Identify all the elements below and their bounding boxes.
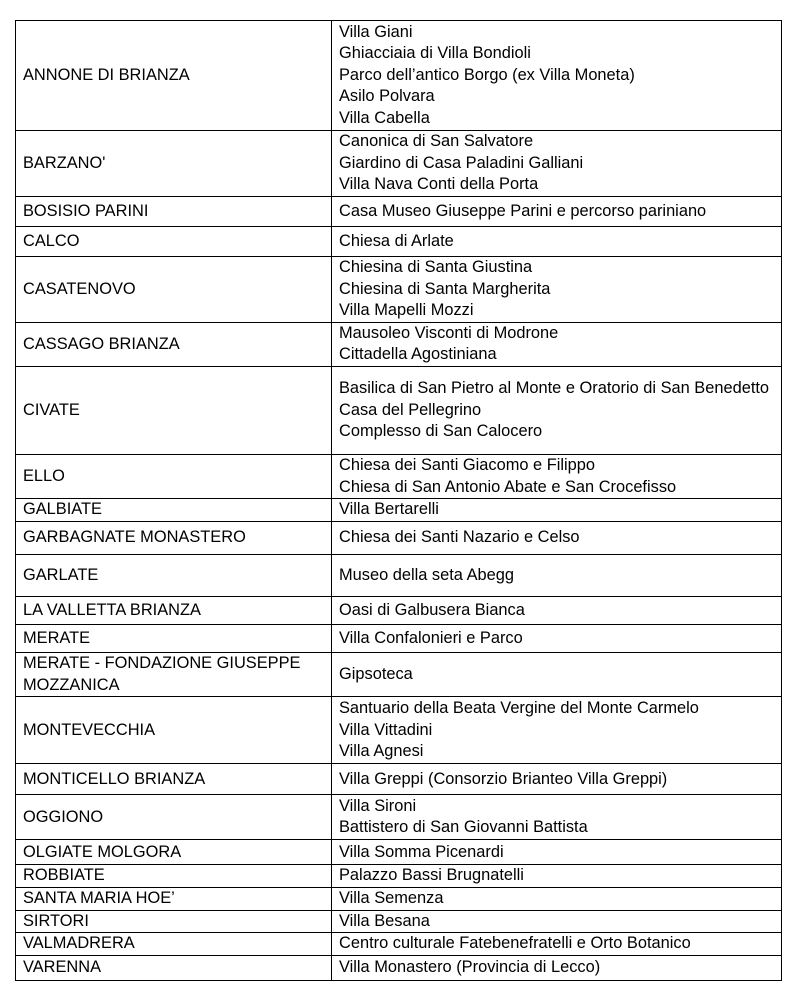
sites-table — [15, 20, 782, 981]
town-name: OGGIONO — [23, 807, 104, 826]
place-name: Santuario della Beata Vergine del Monte Carmelo — [339, 698, 699, 717]
place-name: Mausoleo Visconti di Modrone — [339, 323, 559, 342]
table-row — [16, 955, 782, 980]
places-cell — [332, 795, 782, 840]
table-row — [16, 653, 782, 697]
place-name: Villa Sironi — [339, 796, 417, 815]
places-cell — [332, 764, 782, 795]
town-cell — [16, 522, 332, 555]
places-cell — [332, 840, 782, 865]
places-cell — [332, 522, 782, 555]
table-row — [16, 227, 782, 257]
place-name: Ghiacciaia di Villa Bondioli — [339, 44, 531, 63]
places-cell — [332, 227, 782, 257]
sites-table-body — [16, 21, 782, 981]
town-name: LA VALLETTA BRIANZA — [23, 600, 201, 619]
town-name: OLGIATE MOLGORA — [23, 842, 182, 861]
town-cell — [16, 795, 332, 840]
town-cell — [16, 653, 332, 697]
town-cell — [16, 887, 332, 910]
places-cell — [332, 865, 782, 888]
places-cell — [332, 366, 782, 454]
town-cell — [16, 840, 332, 865]
table-row — [16, 522, 782, 555]
places-cell — [332, 955, 782, 980]
places-cell — [332, 499, 782, 522]
town-cell — [16, 933, 332, 956]
town-cell — [16, 322, 332, 366]
town-cell — [16, 910, 332, 933]
town-name: GARBAGNATE MONASTERO — [23, 528, 246, 547]
town-cell — [16, 597, 332, 625]
place-name: Villa Nava Conti della Porta — [339, 175, 539, 194]
places-cell — [332, 887, 782, 910]
place-name: Parco dell’antico Borgo (ex Villa Moneta) — [339, 65, 635, 84]
table-row — [16, 764, 782, 795]
table-row — [16, 910, 782, 933]
place-name: Casa del Pellegrino — [339, 400, 482, 419]
place-name: Villa Somma Picenardi — [339, 842, 504, 861]
table-row — [16, 454, 782, 498]
town-cell — [16, 366, 332, 454]
table-row — [16, 499, 782, 522]
table-row — [16, 555, 782, 597]
places-cell — [332, 322, 782, 366]
places-cell — [332, 597, 782, 625]
town-name: BARZANO' — [23, 153, 106, 172]
place-name: Basilica di San Pietro al Monte e Oratorio di San Benedetto — [339, 379, 770, 398]
places-cell — [332, 555, 782, 597]
town-cell — [16, 499, 332, 522]
places-cell — [332, 197, 782, 227]
town-cell — [16, 764, 332, 795]
town-name: VARENNA — [23, 957, 102, 976]
place-name: Villa Giani — [339, 22, 413, 41]
town-cell — [16, 697, 332, 764]
place-name: Museo della seta Abegg — [339, 565, 514, 584]
town-name: CASATENOVO — [23, 279, 136, 298]
places-cell — [332, 933, 782, 956]
town-name: GARLATE — [23, 565, 99, 584]
place-name: Chiesa dei Santi Giacomo e Filippo — [339, 455, 596, 474]
town-name: CIVATE — [23, 400, 80, 419]
place-name: Villa Mapelli Mozzi — [339, 301, 474, 320]
places-cell — [332, 257, 782, 323]
town-cell — [16, 625, 332, 653]
place-name: Centro culturale Fatebenefratelli e Orto Botanico — [339, 934, 691, 953]
town-name: CALCO — [23, 231, 80, 250]
place-name: Villa Semenza — [339, 888, 444, 907]
table-row — [16, 131, 782, 197]
town-name: CASSAGO BRIANZA — [23, 334, 180, 353]
table-row — [16, 597, 782, 625]
town-cell — [16, 555, 332, 597]
town-cell — [16, 257, 332, 323]
table-row — [16, 887, 782, 910]
places-cell — [332, 21, 782, 131]
table-row — [16, 795, 782, 840]
table-row — [16, 933, 782, 956]
table-row — [16, 625, 782, 653]
town-name: MONTEVECCHIA — [23, 720, 156, 739]
town-cell — [16, 227, 332, 257]
place-name: Villa Cabella — [339, 108, 430, 127]
town-name: SANTA MARIA HOE’ — [23, 888, 175, 907]
place-name: Battistero di San Giovanni Battista — [339, 818, 588, 837]
town-cell — [16, 21, 332, 131]
places-cell — [332, 625, 782, 653]
place-name: Cittadella Agostiniana — [339, 345, 497, 364]
place-name: Chiesa di Arlate — [339, 231, 454, 250]
place-name: Chiesina di Santa Giustina — [339, 258, 533, 276]
town-cell — [16, 197, 332, 227]
town-name: VALMADRERA — [23, 934, 135, 953]
town-name: BOSISIO PARINI — [23, 201, 149, 220]
places-cell — [332, 653, 782, 697]
place-name: Giardino di Casa Paladini Galliani — [339, 153, 584, 172]
town-name: SIRTORI — [23, 911, 89, 930]
town-cell — [16, 131, 332, 197]
town-name: MERATE - FONDAZIONE GIUSEPPE MOZZANICA — [23, 654, 301, 694]
place-name: Villa Besana — [339, 911, 430, 930]
table-row — [16, 197, 782, 227]
place-name: Chiesa dei Santi Nazario e Celso — [339, 528, 580, 547]
place-name: Villa Confalonieri e Parco — [339, 628, 523, 647]
place-name: Canonica di San Salvatore — [339, 132, 534, 151]
town-name: ROBBIATE — [23, 866, 105, 885]
table-row — [16, 366, 782, 454]
table-row — [16, 697, 782, 764]
place-name: Complesso di San Calocero — [339, 422, 543, 441]
table-row — [16, 257, 782, 323]
place-name: Villa Agnesi — [339, 742, 424, 761]
town-name: ELLO — [23, 466, 65, 485]
place-name: Villa Vittadini — [339, 720, 433, 739]
town-name: MONTICELLO BRIANZA — [23, 769, 206, 788]
town-name: ANNONE DI BRIANZA — [23, 65, 190, 84]
town-cell — [16, 454, 332, 498]
table-row — [16, 21, 782, 131]
town-name: GALBIATE — [23, 500, 102, 519]
table-row — [16, 865, 782, 888]
place-name: Chiesina di Santa Margherita — [339, 279, 551, 298]
place-name: Oasi di Galbusera Bianca — [339, 600, 525, 619]
place-name: Palazzo Bassi Brugnatelli — [339, 866, 524, 885]
places-cell — [332, 910, 782, 933]
place-name: Villa Bertarelli — [339, 500, 439, 519]
place-name: Villa Greppi (Consorzio Brianteo Villa Greppi) — [339, 769, 668, 788]
place-name: Chiesa di San Antonio Abate e San Crocefisso — [339, 477, 677, 496]
places-cell — [332, 131, 782, 197]
town-cell — [16, 865, 332, 888]
town-cell — [16, 955, 332, 980]
place-name: Asilo Polvara — [339, 87, 435, 106]
place-name: Villa Monastero (Provincia di Lecco) — [339, 957, 601, 976]
table-row — [16, 840, 782, 865]
town-name: MERATE — [23, 628, 91, 647]
place-name: Gipsoteca — [339, 664, 413, 683]
places-cell — [332, 454, 782, 498]
places-cell — [332, 697, 782, 764]
place-name: Casa Museo Giuseppe Parini e percorso pariniano — [339, 201, 707, 220]
table-row — [16, 322, 782, 366]
